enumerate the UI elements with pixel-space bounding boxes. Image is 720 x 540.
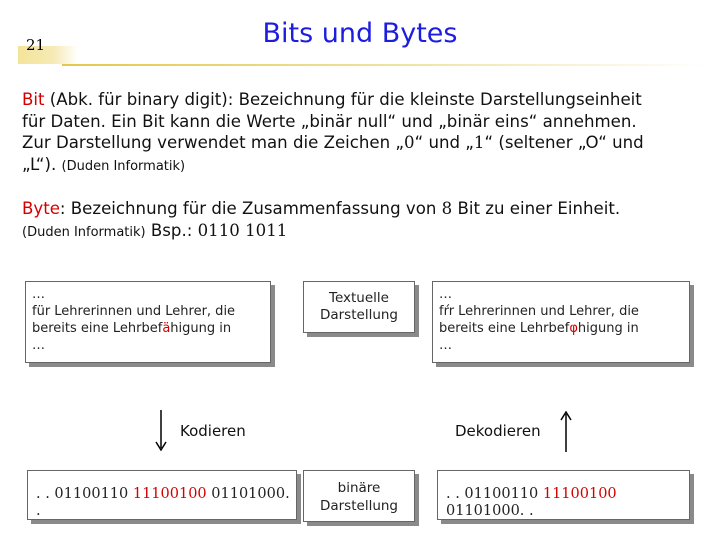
textual-label-line2: Darstellung [319,307,399,323]
binary-representation-box [303,470,415,522]
decode-label: Dekodieren [455,422,541,440]
bit-char-one: 1 [473,133,485,152]
original-umlaut: ä [162,321,171,336]
bit-line2: für Daten. Ein Bit kann die Werte „binär null“ und „binär eins“ annehmen. [22,111,637,131]
encode-down-arrow-icon [154,408,168,454]
binary-label-line1: binäre [337,480,381,496]
bit-line4: „L“). [22,154,62,174]
byte-line1-a: : Bezeichnung für die Zusammenfassung von [59,199,442,218]
decoded-binary-suffix: 01101000. . [446,503,534,519]
decoded-text-ellipsis-top: … [439,287,452,302]
slide-number: 21 [26,36,46,54]
decoded-text-box [432,281,690,363]
bit-line3-a: Zur Darstellung verwendet man die Zeichen „ [22,133,405,152]
bit-line3-b: “ und „ [414,133,474,152]
original-text-line2: für Lehrerinnen und Lehrer, die [32,304,236,319]
textual-label-line1: Textuelle [329,290,389,306]
original-text-line3-a: bereits eine Lehrbef [32,321,163,336]
original-text-line3 [32,320,264,337]
decoded-text-line3-a: bereits eine Lehrbef [439,321,570,336]
byte-source: (Duden Informatik) [22,224,146,240]
encoded-binary-box [27,470,297,520]
byte-term: Byte [22,199,60,218]
bit-definition [22,89,702,177]
byte-line1-b: Bit zu einer Einheit. [452,199,621,218]
decoded-text-line3-b: higung in [577,321,639,336]
decoded-text-line2: fŕr Lehrerinnen und Lehrer, die [439,304,639,319]
decoded-text-ellipsis-bottom: … [439,338,452,353]
encoded-binary-highlight: 11100100 [132,486,207,502]
original-text-box [25,281,271,363]
bit-term: Bit [22,90,45,109]
bit-source: (Duden Informatik) [61,158,186,174]
slide-title: Bits und Bytes [262,18,458,49]
byte-example-label: Bsp.: [145,220,198,240]
decoded-binary-prefix: . . 01100110 [446,486,543,502]
original-text-ellipsis-bottom: … [32,338,45,353]
encode-label: Kodieren [180,422,246,440]
encoded-binary-prefix: . . 01100110 [36,486,133,502]
encoded-binary-suffix: 01101000. . [36,486,290,519]
textual-representation-box [303,281,415,333]
byte-eight: 8 [441,199,453,218]
decode-up-arrow-icon [559,408,573,454]
decoded-binary-highlight: 11100100 [542,486,617,502]
bit-line3-c: “ (seltener „O“ und [484,133,644,152]
decoded-binary-box [437,470,690,520]
bit-char-zero: 0 [404,133,415,152]
binary-label-line2: Darstellung [319,498,399,514]
title-divider [62,64,710,66]
decoded-wrong-char: φ [569,321,578,336]
bit-line1: (Abk. für binary digit): Bezeichnung für die kleinste Darstellungseinheit [44,90,642,109]
byte-example-value: 0110 1011 [197,220,288,240]
original-text-ellipsis-top: … [32,287,45,302]
decoded-text-line3 [439,320,683,337]
byte-definition [22,198,702,243]
original-text-line3-b: higung in [170,321,232,336]
